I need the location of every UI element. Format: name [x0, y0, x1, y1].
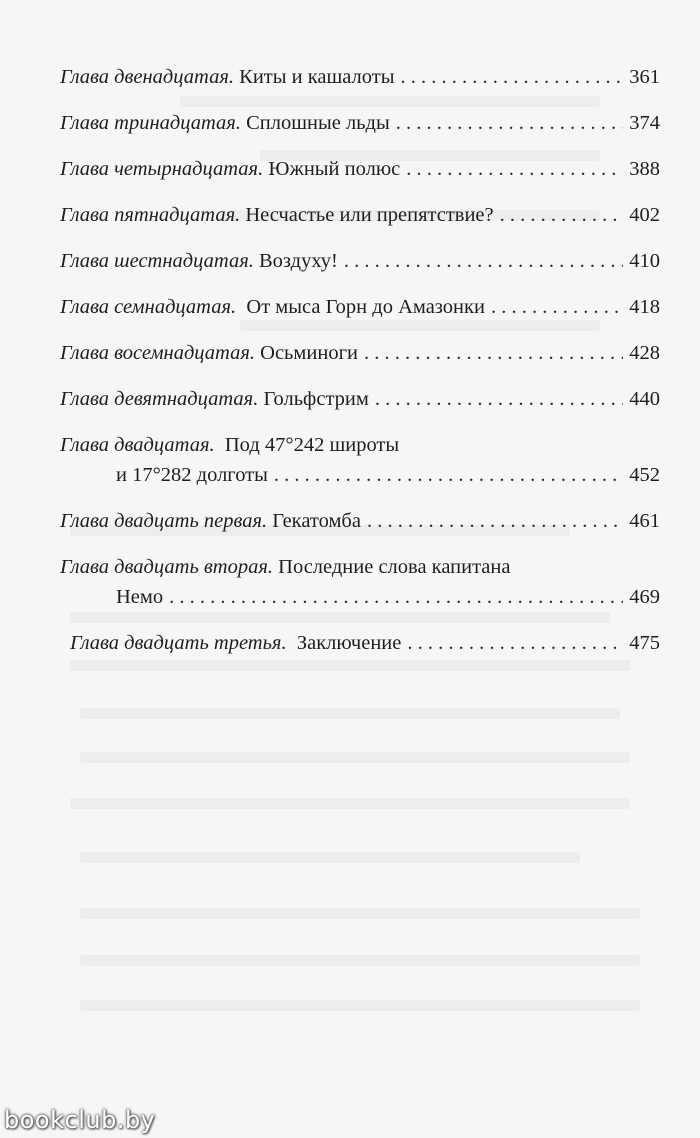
bleed-through — [80, 708, 620, 719]
toc-entry-19 — [60, 384, 660, 414]
chapter-title-continued: и 17°282 долготы — [116, 464, 268, 486]
dot-leader — [344, 246, 623, 276]
dot-leader — [396, 108, 624, 138]
page-number: 361 — [629, 66, 660, 88]
toc-entry-14 — [60, 154, 660, 184]
dot-leader — [367, 506, 623, 536]
chapter-title: Воздуху! — [258, 250, 338, 272]
chapter-label: Глава пятнадцатая. — [60, 204, 241, 226]
chapter-title: Осьминоги — [260, 342, 358, 364]
page-number: 410 — [629, 250, 660, 272]
dot-leader — [407, 628, 623, 658]
chapter-label: Глава девятнадцатая. — [60, 388, 259, 410]
chapter-label: Глава двадцать третья. — [70, 632, 287, 654]
table-of-contents — [60, 62, 660, 674]
chapter-title: Киты и кашалоты — [239, 66, 395, 88]
chapter-label: Глава восемнадцатая. — [60, 342, 256, 364]
toc-entry-15 — [60, 200, 660, 230]
chapter-label: Глава тринадцатая. — [60, 112, 241, 134]
chapter-title: Последние слова капитана — [278, 556, 511, 578]
dot-leader — [491, 292, 623, 322]
chapter-label: Глава двадцать первая. — [60, 510, 268, 532]
chapter-title: Несчастье или препятствие? — [245, 204, 494, 226]
bleed-through — [80, 752, 630, 763]
dot-leader — [274, 460, 623, 490]
page-number: 440 — [629, 388, 660, 410]
page-number: 428 — [629, 342, 660, 364]
dot-leader — [401, 62, 624, 92]
page-number: 402 — [629, 204, 660, 226]
chapter-label: Глава семнадцатая. — [60, 296, 237, 318]
toc-entry-18 — [60, 338, 660, 368]
toc-entry-13 — [60, 108, 660, 138]
chapter-label: Глава четырнадцатая. — [60, 158, 264, 180]
page-number: 374 — [629, 112, 660, 134]
chapter-label: Глава шестнадцатая. — [60, 250, 254, 272]
bleed-through — [80, 955, 640, 966]
chapter-title: Заключение — [296, 632, 402, 654]
chapter-title: От мыса Горн до Амазонки — [246, 296, 485, 318]
dot-leader — [169, 582, 623, 612]
page-number: 452 — [629, 464, 660, 486]
toc-entry-12 — [60, 62, 660, 92]
toc-entry-16 — [60, 246, 660, 276]
page-number: 388 — [629, 158, 660, 180]
chapter-title: Гекатомба — [272, 510, 361, 532]
toc-entry-17 — [60, 292, 660, 322]
bleed-through — [80, 908, 640, 919]
toc-entry-20 — [60, 430, 660, 490]
chapter-title: Южный полюс — [268, 158, 401, 180]
page-number: 475 — [629, 632, 660, 654]
bleed-through — [70, 798, 630, 809]
chapter-label: Глава двадцать вторая. — [60, 556, 274, 578]
dot-leader — [406, 154, 623, 184]
dot-leader — [500, 200, 624, 230]
toc-entry-21 — [60, 506, 660, 536]
bleed-through — [80, 852, 580, 863]
dot-leader — [375, 384, 623, 414]
toc-entry-22 — [60, 552, 660, 612]
chapter-title: Под 47°242 широты — [224, 434, 400, 456]
page-number: 461 — [629, 510, 660, 532]
chapter-title-continued: Немо — [116, 586, 164, 608]
toc-entry-23 — [60, 628, 660, 658]
site-watermark: bookclub.by — [4, 1106, 156, 1134]
chapter-label: Глава двадцатая. — [60, 434, 215, 456]
bleed-through — [80, 1000, 640, 1011]
chapter-title: Гольфстрим — [263, 388, 369, 410]
page-number: 418 — [629, 296, 660, 318]
chapter-label: Глава двенадцатая. — [60, 66, 235, 88]
dot-leader — [364, 338, 623, 368]
chapter-title: Сплошные льды — [246, 112, 390, 134]
page-number: 469 — [629, 586, 660, 608]
